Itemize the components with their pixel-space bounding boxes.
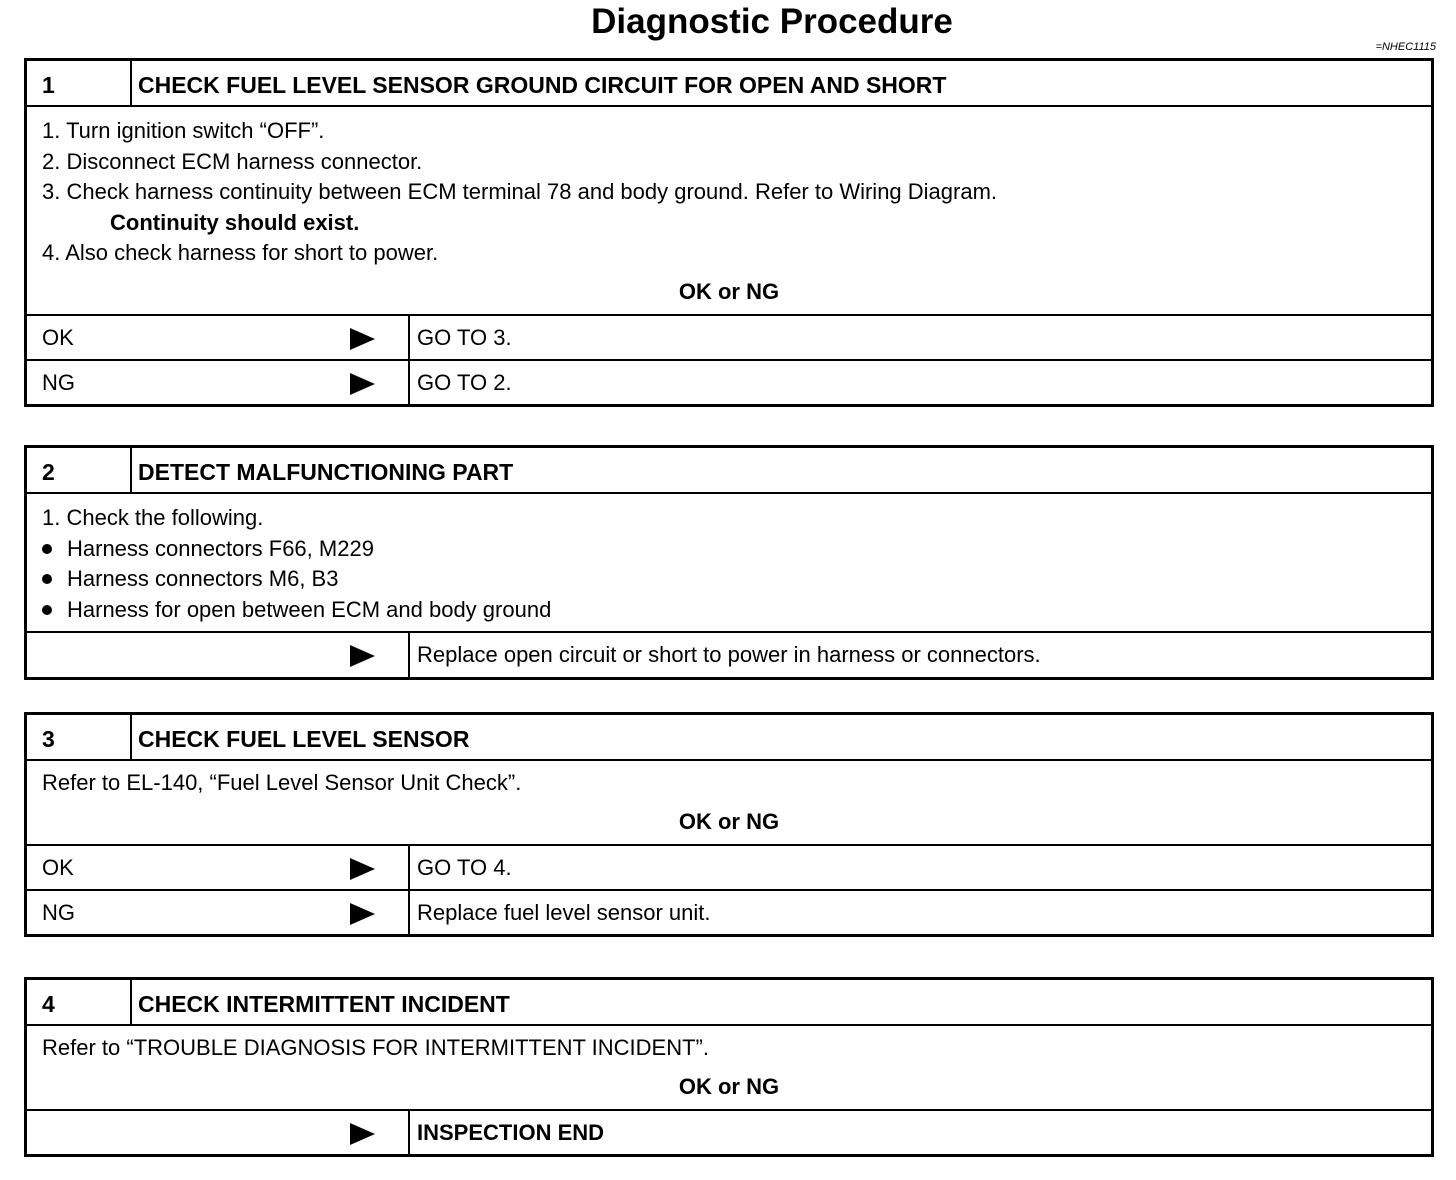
bullet-icon xyxy=(42,605,52,615)
result-condition-cell xyxy=(27,361,410,404)
spec-line: Continuity should exist. xyxy=(110,209,360,235)
bullet-item xyxy=(42,564,1416,595)
result-row xyxy=(27,359,1431,404)
result-condition-cell xyxy=(27,316,410,359)
step-number: 4 xyxy=(27,980,132,1024)
result-condition-cell xyxy=(27,1111,410,1154)
step-title: CHECK INTERMITTENT INCIDENT xyxy=(138,991,510,1017)
arrow-right-icon xyxy=(350,328,375,350)
instruction-line: Refer to EL-140, “Fuel Level Sensor Unit Check”. xyxy=(42,770,522,795)
step-title: CHECK FUEL LEVEL SENSOR GROUND CIRCUIT FOR OPEN AND SHORT xyxy=(138,72,947,98)
arrow-right-icon xyxy=(350,645,375,667)
result-row xyxy=(27,889,1431,934)
step-header xyxy=(27,980,1431,1026)
reference-code: =NHEC1115 xyxy=(1375,41,1436,53)
step-number: 3 xyxy=(27,715,132,759)
bullet-item xyxy=(42,595,1416,626)
bullet-item xyxy=(42,534,1416,565)
ok-or-ng-label: OK or NG xyxy=(678,1073,780,1099)
page-title: Diagnostic Procedure xyxy=(591,2,953,41)
result-row xyxy=(27,844,1431,889)
instruction-line: 4. Also check harness for short to power. xyxy=(42,240,439,265)
step-3-box xyxy=(24,712,1434,937)
step-header xyxy=(27,448,1431,494)
ok-or-ng-label: OK or NG xyxy=(678,278,780,304)
step-header xyxy=(27,61,1431,107)
arrow-right-icon xyxy=(350,1123,375,1145)
instruction-line: 3. Check harness continuity between ECM terminal 78 and body ground. Refer to Wiring Diagram. xyxy=(42,179,998,204)
result-action: INSPECTION END xyxy=(417,1119,605,1145)
step-instructions xyxy=(27,1026,1431,1064)
result-action: Replace open circuit or short to power in harness or connectors. xyxy=(417,642,1041,667)
step-number: 2 xyxy=(27,448,132,492)
result-row xyxy=(27,1109,1431,1154)
result-action: GO TO 2. xyxy=(417,369,512,395)
result-condition: NG xyxy=(42,369,75,395)
bullet-icon xyxy=(42,574,52,584)
step-number: 1 xyxy=(27,61,132,105)
result-condition: OK xyxy=(42,324,74,350)
step-title: DETECT MALFUNCTIONING PART xyxy=(138,459,514,485)
result-condition: NG xyxy=(42,899,75,925)
result-condition-cell xyxy=(27,633,410,677)
bullet-text: Harness connectors F66, M229 xyxy=(67,535,374,561)
result-action: Replace fuel level sensor unit. xyxy=(417,899,711,925)
step-1-box xyxy=(24,58,1434,407)
result-condition-cell xyxy=(27,891,410,934)
step-2-box xyxy=(24,445,1434,680)
step-4-box xyxy=(24,977,1434,1157)
step-header xyxy=(27,715,1431,761)
instruction-line: Refer to “TROUBLE DIAGNOSIS FOR INTERMITTENT INCIDENT”. xyxy=(42,1035,709,1060)
bullet-text: Harness connectors M6, B3 xyxy=(67,566,339,591)
result-condition-cell xyxy=(27,846,410,889)
step-title: CHECK FUEL LEVEL SENSOR xyxy=(138,726,470,752)
instruction-line: 1. Check the following. xyxy=(42,505,264,530)
result-action: GO TO 4. xyxy=(417,854,512,880)
step-instructions xyxy=(27,761,1431,799)
bullet-text: Harness for open between ECM and body ground xyxy=(67,596,552,622)
step-instructions xyxy=(27,494,1431,631)
bullet-icon xyxy=(42,544,52,554)
ok-or-ng-label: OK or NG xyxy=(678,808,780,834)
arrow-right-icon xyxy=(350,373,375,395)
result-condition: OK xyxy=(42,854,74,880)
arrow-right-icon xyxy=(350,903,375,925)
result-row xyxy=(27,314,1431,359)
arrow-right-icon xyxy=(350,858,375,880)
result-action: GO TO 3. xyxy=(417,324,512,350)
instruction-line: 1. Turn ignition switch “OFF”. xyxy=(42,118,325,143)
result-row xyxy=(27,631,1431,677)
step-instructions xyxy=(27,107,1431,269)
instruction-line: 2. Disconnect ECM harness connector. xyxy=(42,148,423,174)
